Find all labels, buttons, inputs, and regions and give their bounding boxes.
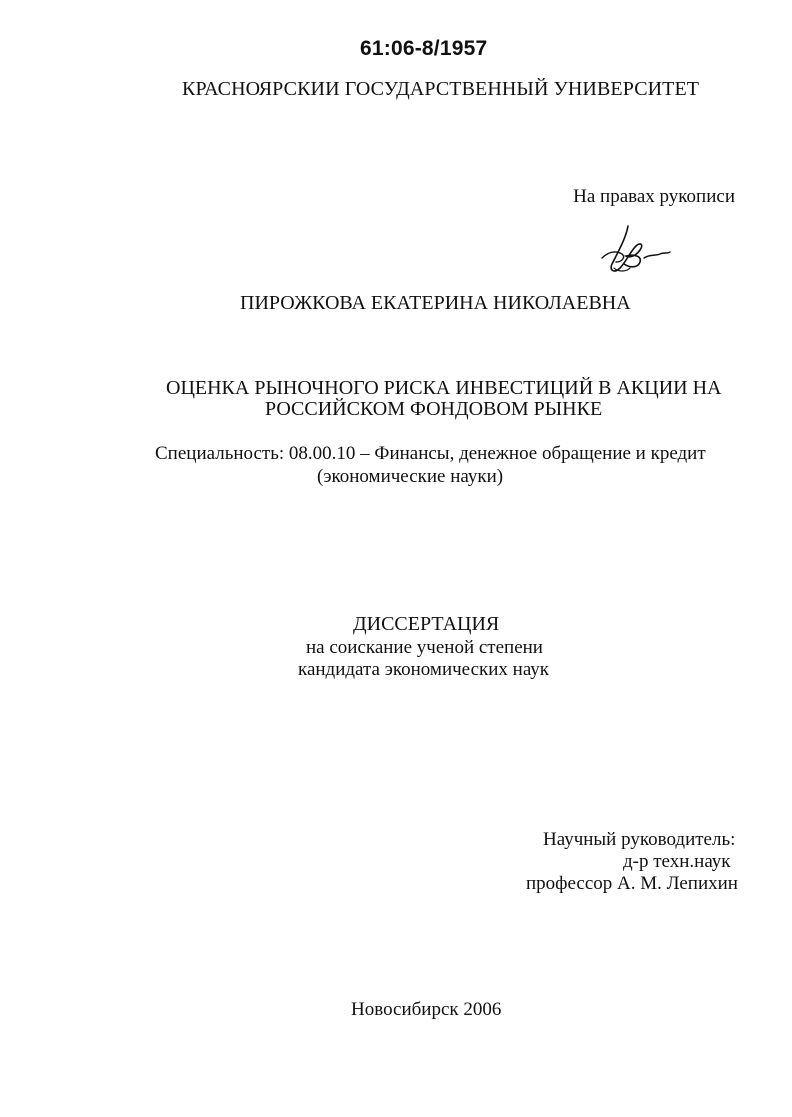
city-year: Новосибирск 2006: [351, 999, 502, 1020]
university-name: КРАСНОЯРСКИИ ГОСУДАРСТВЕННЫЙ УНИВЕРСИТЕТ: [182, 78, 700, 100]
catalog-code: 61:06-8/1957: [360, 37, 488, 60]
degree-line-1: на соискание ученой степени: [306, 637, 543, 658]
specialty-line-1: Специальность: 08.00.10 – Финансы, денежное обращение и кредит: [155, 443, 706, 464]
supervisor-label: Научный руководитель:: [543, 829, 736, 850]
author-name: ПИРОЖКОВА ЕКАТЕРИНА НИКОЛАЕВНА: [240, 292, 631, 314]
specialty-line-2: (экономические науки): [317, 466, 504, 487]
work-type-heading: ДИССЕРТАЦИЯ: [353, 613, 500, 635]
manuscript-rights-note: На правах рукописи: [573, 186, 735, 207]
degree-line-2: кандидата экономических наук: [298, 659, 550, 680]
supervisor-degree: д-р техн.наук: [623, 851, 731, 872]
supervisor-name: профессор А. М. Лепихин: [526, 873, 738, 894]
signature-icon: [600, 218, 672, 276]
dissertation-title-line-2: РОССИЙСКОМ ФОНДОВОМ РЫНКЕ: [265, 398, 603, 420]
dissertation-title-line-1: ОЦЕНКА РЫНОЧНОГО РИСКА ИНВЕСТИЦИЙ В АКЦИИ НА: [166, 377, 722, 399]
